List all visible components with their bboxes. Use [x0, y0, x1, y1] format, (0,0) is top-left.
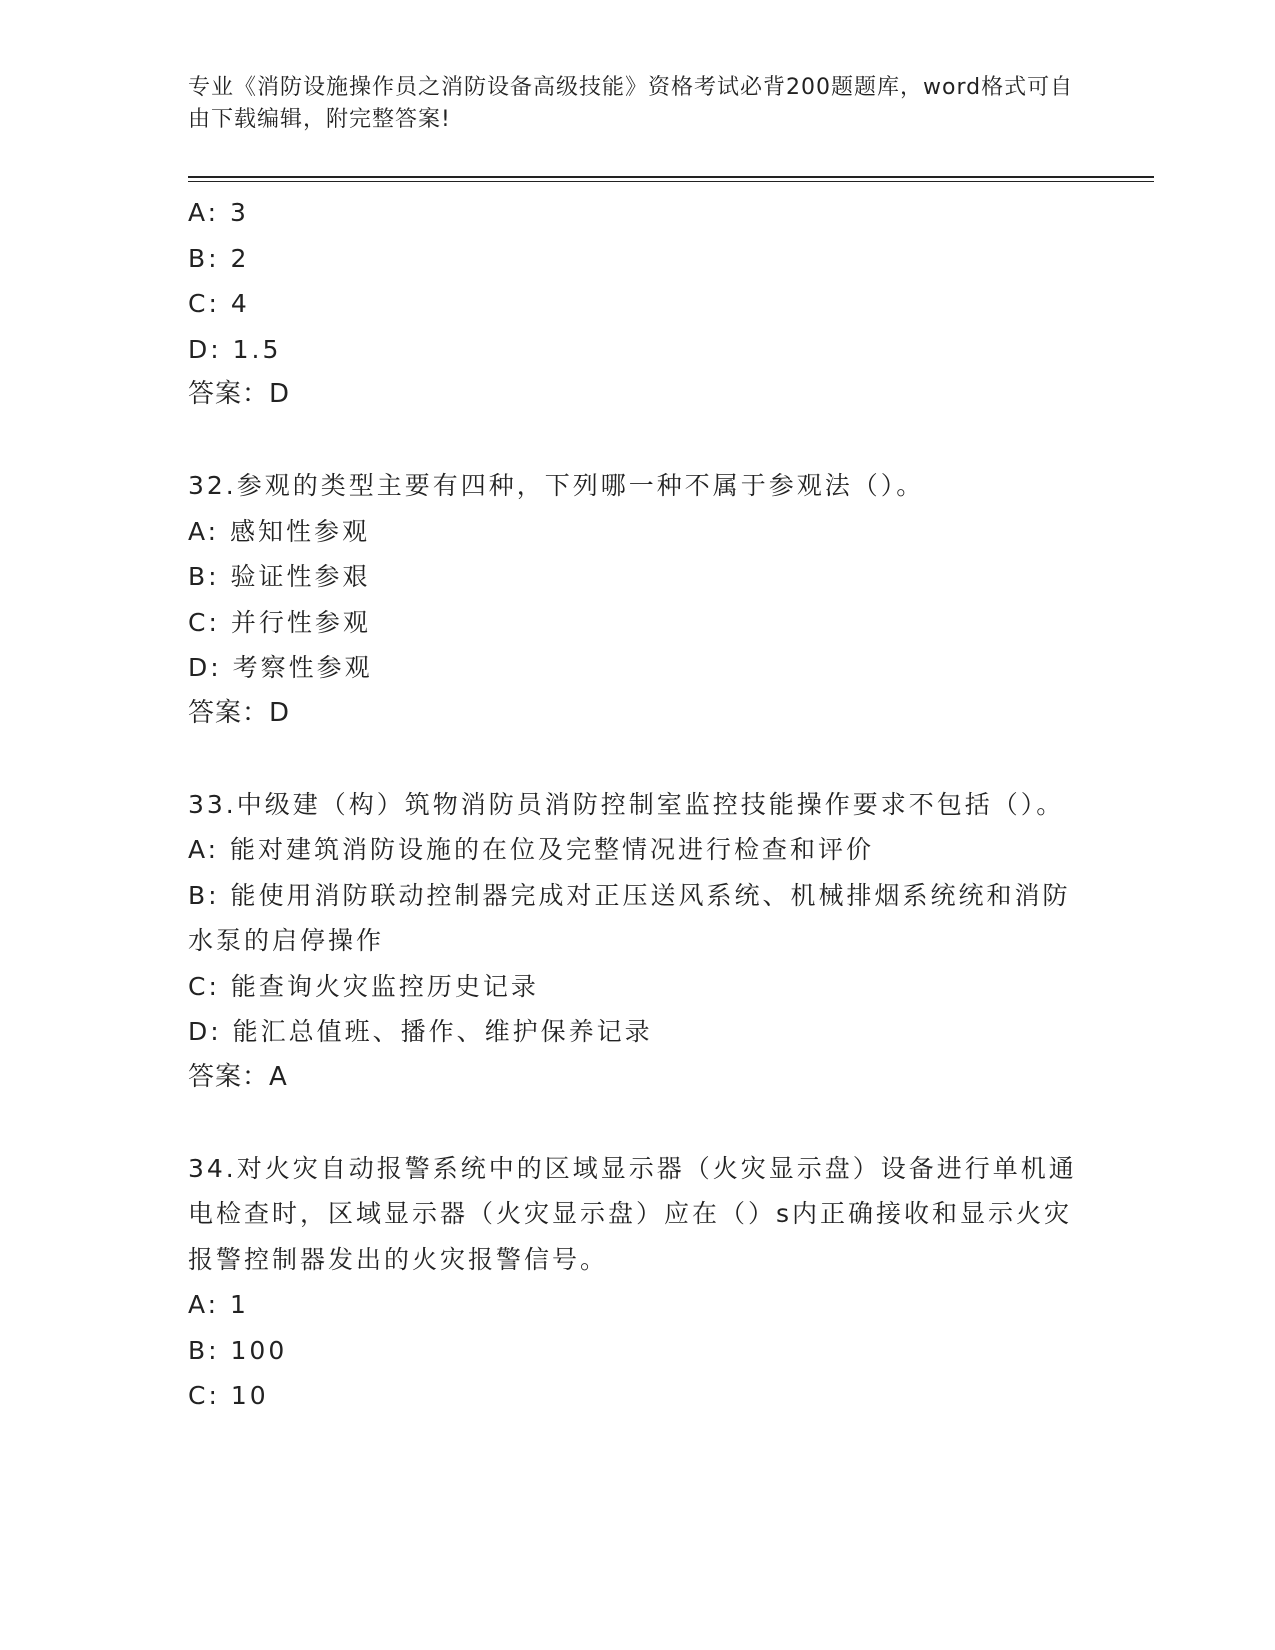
question-text: 33.中级建（构）筑物消防员消防控制室监控技能操作要求不包括（）。 [188, 789, 1065, 819]
option-c: C: 能查询火灾监控历史记录 [188, 971, 539, 1001]
option-c: C: 并行性参观 [188, 607, 371, 637]
option-d: D: 能汇总值班、播作、维护保养记录 [188, 1017, 653, 1046]
option-a: A: 感知性参观 [188, 516, 371, 546]
header-divider-thin [188, 181, 1154, 182]
option-c: C: 4 [188, 289, 250, 318]
answer: 答案：D [188, 697, 291, 728]
question-text: 34.对火灾自动报警系统中的区域显示器（火灾显示盘）设备进行单机通电检查时，区域显示器（火灾显示盘）应在（）s内正确接收和显示火灾报警控制器发出的火灾报警信号。 [188, 1153, 1077, 1274]
option-b: B: 能使用消防联动控制器完成对正压送风系统、机械排烟系统统和消防水泵的启停操作 [188, 880, 1071, 955]
spacer [188, 1100, 1088, 1146]
option-d: D: 考察性参观 [188, 653, 373, 682]
answer: 答案：D [188, 379, 291, 409]
answer: 答案：A [188, 1061, 288, 1092]
header-divider-thick [188, 176, 1154, 178]
question-32 [188, 463, 1088, 736]
question-31 [188, 190, 1088, 418]
question-34 [188, 1146, 1088, 1419]
option-b: B: 100 [188, 1335, 288, 1365]
option-b: B: 验证性参艰 [188, 562, 371, 591]
spacer [188, 736, 1088, 782]
spacer [188, 418, 1088, 464]
option-c: C: 10 [188, 1381, 269, 1410]
option-a: A: 1 [188, 1290, 249, 1319]
option-b: B: 2 [188, 243, 250, 273]
question-list [188, 190, 1088, 1419]
option-d: D: 1.5 [188, 334, 282, 364]
option-a: A: 能对建筑消防设施的在位及完整情况进行检查和评价 [188, 835, 875, 864]
document-header: 专业《消防设施操作员之消防设备高级技能》资格考试必背200题题库，word格式可自由下载编辑，附完整答案! [188, 75, 1074, 132]
question-33 [188, 782, 1088, 1101]
question-text: 32.参观的类型主要有四种，下列哪一种不属于参观法（）。 [188, 471, 925, 500]
option-a: A: 3 [188, 198, 249, 227]
